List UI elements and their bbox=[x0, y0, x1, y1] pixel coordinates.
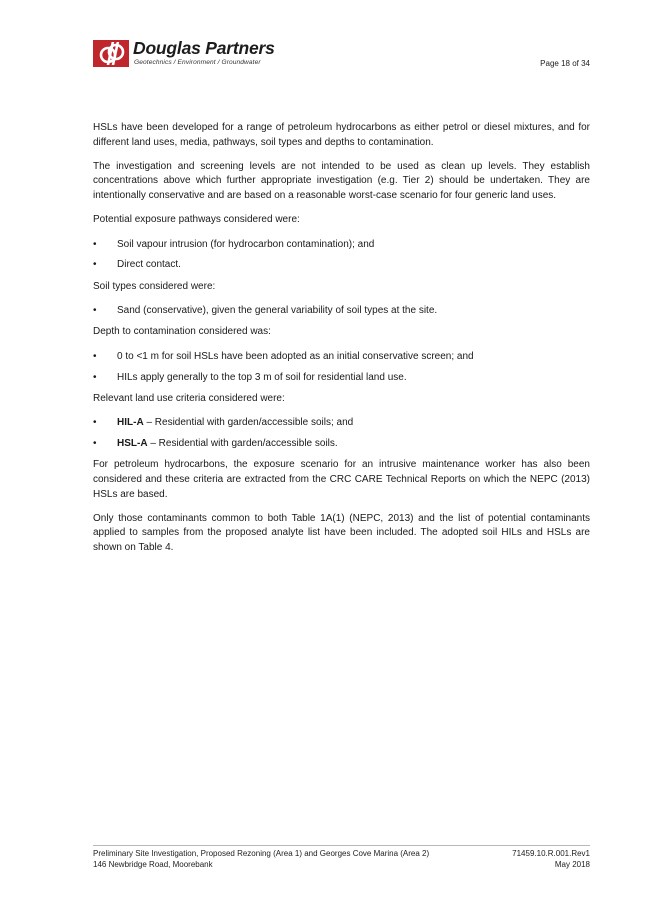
paragraph: Relevant land use criteria considered were: bbox=[93, 392, 285, 404]
douglas-partners-logo-icon bbox=[93, 40, 129, 67]
bullet-icon: • bbox=[93, 238, 97, 250]
bullet-icon: • bbox=[93, 350, 97, 362]
footer-project-info: Preliminary Site Investigation, Proposed Rezoning (Area 1) and Georges Cove Marina (Area 2) 146 Newbridge Road, Moorebank bbox=[93, 849, 430, 869]
criteria-list bbox=[93, 416, 590, 451]
list-item: • HIL-A – Residential with garden/accessible soils; and bbox=[93, 416, 590, 431]
list-item: • HSL-A – Residential with garden/accessible soils. bbox=[93, 437, 590, 452]
criteria-term: HIL-A bbox=[117, 417, 144, 429]
brand-name: Douglas Partners bbox=[133, 38, 275, 58]
list-item: • Soil vapour intrusion (for hydrocarbon contamination); and bbox=[93, 238, 590, 253]
paragraph: For petroleum hydrocarbons, the exposure scenario for an intrusive maintenance worker has also been considered and these criteria are extracted from the CRC CARE Technical Reports on which the NEPC (2013) HSLs are based. bbox=[93, 459, 590, 500]
paragraph: Only those contaminants common to both Table 1A(1) (NEPC, 2013) and the list of potential contaminants applied to samples from the proposed analyte list have been included. The adopted soil HILs and HSLs are shown on Table 4. bbox=[93, 512, 590, 554]
footer-divider bbox=[93, 845, 590, 846]
list-item: • 0 to <1 m for soil HSLs have been adopted as an initial conservative screen; and bbox=[93, 350, 590, 365]
document-body bbox=[93, 121, 590, 565]
paragraph: Depth to contamination considered was: bbox=[93, 326, 271, 338]
page-header bbox=[93, 40, 590, 70]
bullet-icon: • bbox=[93, 437, 97, 449]
bullet-icon: • bbox=[93, 259, 97, 271]
list-item: • HILs apply generally to the top 3 m of soil for residential land use. bbox=[93, 371, 590, 386]
pathways-list bbox=[93, 238, 590, 273]
bullet-icon: • bbox=[93, 417, 97, 429]
list-item: • Sand (conservative), given the general variability of soil types at the site. bbox=[93, 304, 590, 319]
bullet-icon: • bbox=[93, 305, 97, 317]
criteria-term: HSL-A bbox=[117, 437, 148, 449]
bullet-icon: • bbox=[93, 371, 97, 383]
list-item: • Direct contact. bbox=[93, 258, 590, 273]
footer-report-ref: 71459.10.R.001.Rev1 May 2018 bbox=[512, 849, 590, 869]
paragraph: HSLs have been developed for a range of petroleum hydrocarbons as either petrol or diesel mixtures, and for different land uses, media, pathways, soil types and depths to contamination. bbox=[93, 122, 590, 148]
paragraph: Soil types considered were: bbox=[93, 280, 216, 292]
paragraph: The investigation and screening levels are not intended to be used as clean up levels. They establish concentrations above which further appropriate investigation (e.g. Tier 2) should be undertaken. They are intentionally conservative and are based on a reasonable worst-case scenario for four generic land uses. bbox=[93, 160, 590, 202]
depths-list bbox=[93, 350, 590, 385]
soil-types-list bbox=[93, 304, 590, 319]
brand-tagline: Geotechnics / Environment / Groundwater bbox=[134, 59, 261, 66]
paragraph: Potential exposure pathways considered were: bbox=[93, 214, 300, 226]
page-number: Page 18 of 34 bbox=[540, 59, 590, 68]
